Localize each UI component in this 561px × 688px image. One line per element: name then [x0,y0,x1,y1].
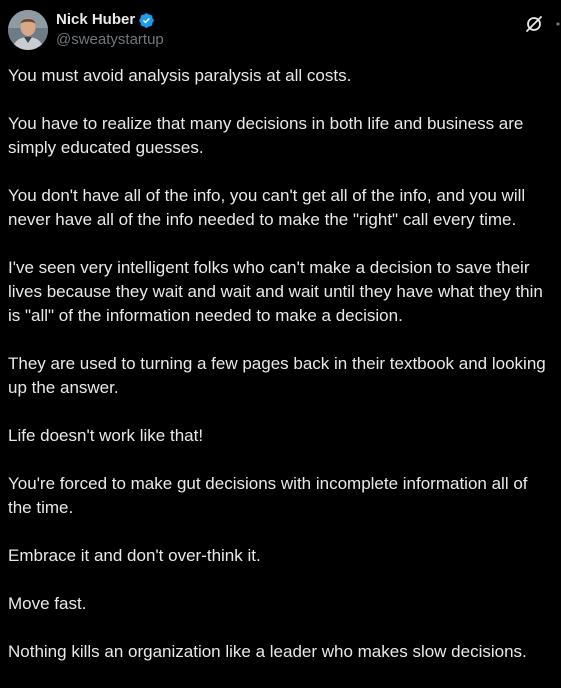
text-line: is "all" of the information needed to make a decision. [8,306,403,325]
tweet-paragraph [8,352,561,400]
text-line: They are used to turning a few pages back in their textbook and looking [8,354,546,373]
text-line: Life doesn't work like that! [8,426,204,445]
text-line: You must avoid analysis paralysis at all costs. [8,66,352,85]
text-line: Embrace it and don't over-think it. [8,546,261,565]
text-line: Move fast. [8,594,87,613]
text-line: simply educated guesses. [8,138,204,157]
text-line: up the answer. [8,378,119,397]
text-line: I've seen very intelligent folks who can't make a decision to save their [8,258,530,277]
tweet-paragraph [8,472,561,520]
tweet-paragraph [8,592,561,616]
text-line: Nothing kills an organization like a leader who makes slow decisions. [8,642,527,661]
author-display-name[interactable]: Nick Huber [56,11,136,28]
tweet-paragraph [8,544,561,568]
tweet-paragraph [8,112,561,160]
author-avatar[interactable] [8,10,48,50]
tweet-paragraph [8,184,561,232]
text-line: lives because they wait and wait and wait until they have what they thin [8,282,543,301]
author-name-row [56,11,155,29]
tweet-paragraph [8,64,561,88]
grok-icon[interactable] [524,14,544,34]
text-line: You're forced to make gut decisions with incomplete information all of [8,474,528,493]
text-line: never have all of the info needed to make the "right" call every time. [8,210,517,229]
text-line: the time. [8,498,74,517]
avatar-image [8,10,48,50]
more-options-icon[interactable] [552,14,561,34]
verified-badge-icon [138,12,155,29]
tweet-paragraph [8,640,561,664]
text-line: You don't have all of the info, you can't get all of the info, and you will [8,186,526,205]
author-handle[interactable]: @sweatystartup [56,31,164,48]
tweet-text [8,64,561,688]
text-line: You have to realize that many decisions in both life and business are [8,114,524,133]
tweet-paragraph [8,256,561,328]
tweet-paragraph [8,424,561,448]
